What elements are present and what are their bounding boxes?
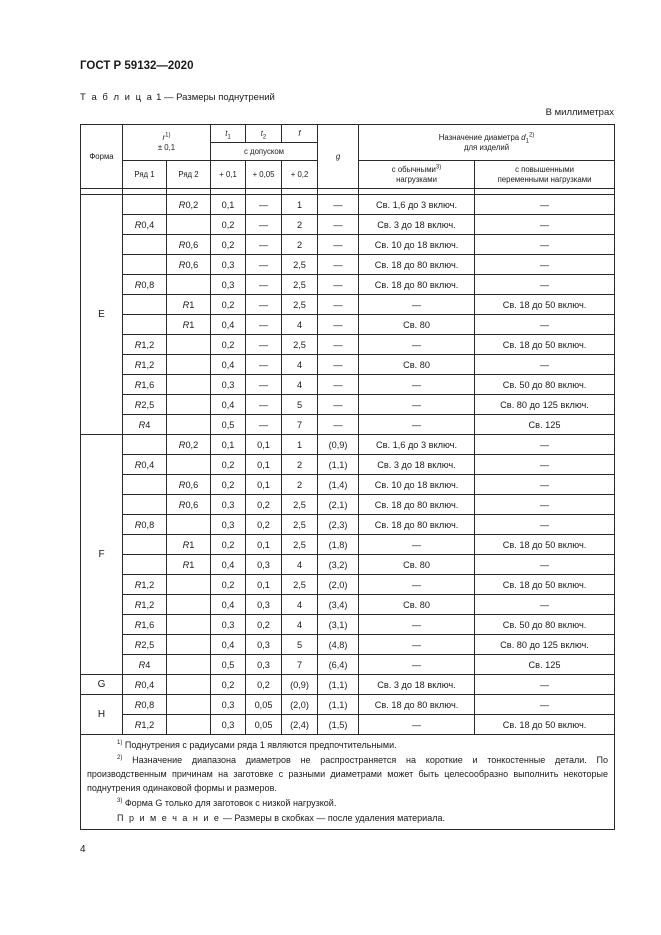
- f-cell: 2: [282, 455, 318, 475]
- radius-row2-cell: [167, 655, 211, 675]
- footnote-2: $^{2)}$ Назначение диапазона диаметров не распространяется на короткие и тонкостенные детали. По производственным причинам на заготовке с разными диаметрами может быть целесообразно выполнить некоторые поднутрения одинаковой формы и размеров.: [87, 755, 609, 793]
- increased-load-cell: —: [475, 315, 615, 335]
- table-caption: [80, 92, 275, 103]
- t2-cell: —: [246, 315, 282, 335]
- radius-row1-cell: R1,2: [123, 355, 167, 375]
- f-cell: 2,5: [282, 535, 318, 555]
- f-cell: 5: [282, 395, 318, 415]
- increased-load-cell: Св. 18 до 50 включ.: [475, 335, 615, 355]
- notes-cell: [81, 735, 615, 830]
- increased-load-cell: —: [475, 675, 615, 695]
- header-radius: [123, 125, 211, 161]
- f-cell: 2: [282, 215, 318, 235]
- radius-row1-cell: [123, 295, 167, 315]
- increased-load-cell: Св. 125: [475, 655, 615, 675]
- radius-row2-cell: [167, 335, 211, 355]
- f-cell: 2,5: [282, 255, 318, 275]
- table-row: [81, 335, 615, 355]
- t1-cell: 0,4: [211, 315, 246, 335]
- t2-cell: 0,1: [246, 575, 282, 595]
- f-cell: (0,9): [282, 675, 318, 695]
- t2-cell: —: [246, 275, 282, 295]
- g-cell: —: [318, 295, 359, 315]
- radius-row2-cell: [167, 215, 211, 235]
- radius-row1-cell: R0,8: [123, 515, 167, 535]
- header-increased-load: с повышенными переменными нагрузками: [475, 161, 615, 189]
- increased-load-cell: —: [475, 275, 615, 295]
- normal-load-cell: —: [359, 715, 475, 735]
- caption-text: 1 — Размеры поднутрений: [153, 92, 275, 103]
- increased-load-cell: Св. 80 до 125 включ.: [475, 395, 615, 415]
- normal-load-cell: Св. 10 до 18 включ.: [359, 475, 475, 495]
- t2-cell: 0,05: [246, 715, 282, 735]
- normal-load-cell: —: [359, 335, 475, 355]
- table-row: [81, 415, 615, 435]
- radius-row2-cell: [167, 695, 211, 715]
- increased-load-cell: —: [475, 475, 615, 495]
- normal-load-cell: —: [359, 375, 475, 395]
- increased-load-cell: Св. 18 до 50 включ.: [475, 295, 615, 315]
- table-row: [81, 655, 615, 675]
- g-cell: —: [318, 375, 359, 395]
- normal-load-cell: Св. 18 до 80 включ.: [359, 515, 475, 535]
- radius-row1-cell: R1,6: [123, 375, 167, 395]
- radius-row1-cell: [123, 195, 167, 215]
- radius-row1-cell: R2,5: [123, 635, 167, 655]
- header-radius-symbol: r: [162, 132, 166, 142]
- g-cell: —: [318, 215, 359, 235]
- radius-row2-cell: R1: [167, 315, 211, 335]
- radius-row2-cell: [167, 375, 211, 395]
- radius-row2-cell: [167, 515, 211, 535]
- t2-cell: 0,1: [246, 455, 282, 475]
- t2-cell: 0,2: [246, 675, 282, 695]
- form-cell: F: [81, 435, 123, 675]
- table-row: [81, 455, 615, 475]
- table-row: [81, 475, 615, 495]
- radius-row1-cell: [123, 555, 167, 575]
- table-remark: П р и м е ч а н и е — Размеры в скобках — после удаления материала.: [117, 813, 445, 823]
- document-header: ГОСТ Р 59132—2020: [80, 60, 194, 72]
- normal-load-cell: —: [359, 395, 475, 415]
- t1-cell: 0,2: [211, 335, 246, 355]
- f-cell: 2,5: [282, 495, 318, 515]
- t2-cell: 0,3: [246, 655, 282, 675]
- f-cell: 4: [282, 595, 318, 615]
- radius-row1-cell: [123, 535, 167, 555]
- increased-load-cell: —: [475, 195, 615, 215]
- increased-load-cell: Св. 125: [475, 415, 615, 435]
- header-normal-load: с обычными$^{3)}$ нагрузками: [359, 161, 475, 189]
- g-cell: (1,1): [318, 695, 359, 715]
- radius-row2-cell: [167, 415, 211, 435]
- t1-cell: 0,2: [211, 575, 246, 595]
- header-t1: $t_1$: [211, 125, 246, 143]
- normal-load-cell: Св. 3 до 18 включ.: [359, 215, 475, 235]
- t2-cell: 0,3: [246, 595, 282, 615]
- table-row: [81, 215, 615, 235]
- normal-load-cell: Св. 18 до 80 включ.: [359, 695, 475, 715]
- normal-load-cell: Св. 1,6 до 3 включ.: [359, 195, 475, 215]
- increased-load-cell: Св. 50 до 80 включ.: [475, 375, 615, 395]
- radius-row1-cell: [123, 235, 167, 255]
- t1-cell: 0,3: [211, 695, 246, 715]
- caption-word: Т а б л и ц а: [80, 92, 154, 103]
- radius-row2-cell: [167, 575, 211, 595]
- f-cell: 2: [282, 235, 318, 255]
- increased-load-cell: —: [475, 555, 615, 575]
- t2-cell: 0,1: [246, 475, 282, 495]
- t1-cell: 0,4: [211, 595, 246, 615]
- normal-load-cell: Св. 80: [359, 595, 475, 615]
- g-cell: (3,1): [318, 615, 359, 635]
- increased-load-cell: Св. 50 до 80 включ.: [475, 615, 615, 635]
- t1-cell: 0,4: [211, 395, 246, 415]
- table-footnotes: [81, 735, 615, 830]
- radius-row1-cell: [123, 475, 167, 495]
- g-cell: —: [318, 255, 359, 275]
- radius-row2-cell: [167, 595, 211, 615]
- t1-cell: 0,2: [211, 215, 246, 235]
- t1-cell: 0,5: [211, 415, 246, 435]
- g-cell: (0,9): [318, 435, 359, 455]
- f-cell: 4: [282, 615, 318, 635]
- t1-cell: 0,4: [211, 555, 246, 575]
- t1-cell: 0,2: [211, 475, 246, 495]
- page-number: 4: [80, 844, 86, 855]
- normal-load-cell: Св. 18 до 80 включ.: [359, 255, 475, 275]
- table-row: [81, 595, 615, 615]
- table-row: [81, 615, 615, 635]
- radius-row1-cell: R0,4: [123, 215, 167, 235]
- t1-cell: 0,2: [211, 295, 246, 315]
- t2-cell: 0,1: [246, 535, 282, 555]
- f-cell: (2,4): [282, 715, 318, 735]
- table-row: [81, 555, 615, 575]
- t1-cell: 0,2: [211, 675, 246, 695]
- t2-cell: —: [246, 235, 282, 255]
- radius-row2-cell: R0,2: [167, 435, 211, 455]
- t1-cell: 0,5: [211, 655, 246, 675]
- radius-row2-cell: R0,6: [167, 495, 211, 515]
- t1-cell: 0,3: [211, 515, 246, 535]
- t1-cell: 0,2: [211, 455, 246, 475]
- radius-row1-cell: R1,2: [123, 575, 167, 595]
- header-g: g: [318, 125, 359, 189]
- radius-row2-cell: [167, 615, 211, 635]
- header-t2: $t_2$: [246, 125, 282, 143]
- radius-row2-cell: [167, 395, 211, 415]
- radius-row2-cell: R0,2: [167, 195, 211, 215]
- radius-row2-cell: [167, 455, 211, 475]
- radius-row1-cell: R4: [123, 655, 167, 675]
- f-cell: 2,5: [282, 575, 318, 595]
- t1-cell: 0,3: [211, 615, 246, 635]
- f-cell: 4: [282, 355, 318, 375]
- g-cell: (2,1): [318, 495, 359, 515]
- radius-row2-cell: R1: [167, 555, 211, 575]
- radius-row2-cell: R1: [167, 295, 211, 315]
- radius-row1-cell: [123, 315, 167, 335]
- g-cell: (3,4): [318, 595, 359, 615]
- f-cell: 2,5: [282, 275, 318, 295]
- f-cell: 2,5: [282, 295, 318, 315]
- normal-load-cell: Св. 18 до 80 включ.: [359, 495, 475, 515]
- increased-load-cell: Св. 80 до 125 включ.: [475, 635, 615, 655]
- form-cell: H: [81, 695, 123, 735]
- normal-load-cell: Св. 1,6 до 3 включ.: [359, 435, 475, 455]
- normal-load-cell: Св. 80: [359, 555, 475, 575]
- f-cell: 2,5: [282, 335, 318, 355]
- header-tol-f: + 0,2: [282, 161, 318, 189]
- t2-cell: 0,2: [246, 495, 282, 515]
- radius-row2-cell: [167, 675, 211, 695]
- f-cell: 4: [282, 315, 318, 335]
- t2-cell: 0,05: [246, 695, 282, 715]
- increased-load-cell: —: [475, 695, 615, 715]
- radius-row1-cell: R0,4: [123, 675, 167, 695]
- g-cell: (1,8): [318, 535, 359, 555]
- g-cell: (4,8): [318, 635, 359, 655]
- t2-cell: —: [246, 335, 282, 355]
- t1-cell: 0,2: [211, 235, 246, 255]
- f-cell: (2,0): [282, 695, 318, 715]
- f-cell: 5: [282, 635, 318, 655]
- f-cell: 2,5: [282, 515, 318, 535]
- radius-row1-cell: [123, 255, 167, 275]
- radius-row2-cell: [167, 355, 211, 375]
- t1-cell: 0,3: [211, 715, 246, 735]
- table-row: [81, 295, 615, 315]
- increased-load-cell: Св. 18 до 50 включ.: [475, 575, 615, 595]
- units-note: В миллиметрах: [545, 107, 614, 118]
- g-cell: (2,3): [318, 515, 359, 535]
- g-cell: —: [318, 415, 359, 435]
- t2-cell: 0,2: [246, 515, 282, 535]
- footnote-3: $^{3)}$ Форма G только для заготовок с низкой нагрузкой.: [117, 798, 337, 808]
- table-row: [81, 515, 615, 535]
- radius-row1-cell: R0,4: [123, 455, 167, 475]
- normal-load-cell: —: [359, 295, 475, 315]
- header-tolerance-group: с допуском: [211, 143, 318, 161]
- normal-load-cell: —: [359, 575, 475, 595]
- t1-cell: 0,4: [211, 355, 246, 375]
- table-row: [81, 715, 615, 735]
- t2-cell: 0,3: [246, 635, 282, 655]
- f-cell: 2: [282, 475, 318, 495]
- t2-cell: —: [246, 255, 282, 275]
- table-row: [81, 535, 615, 555]
- normal-load-cell: Св. 3 до 18 включ.: [359, 455, 475, 475]
- increased-load-cell: —: [475, 435, 615, 455]
- normal-load-cell: —: [359, 415, 475, 435]
- radius-row2-cell: R0,6: [167, 235, 211, 255]
- g-cell: —: [318, 275, 359, 295]
- table-row: [81, 275, 615, 295]
- footnote-1: $^{1)}$ Поднутрения с радиусами ряда 1 являются предпочтительными.: [117, 740, 397, 750]
- increased-load-cell: —: [475, 455, 615, 475]
- radius-row2-cell: [167, 715, 211, 735]
- normal-load-cell: —: [359, 655, 475, 675]
- increased-load-cell: —: [475, 255, 615, 275]
- radius-row1-cell: R4: [123, 415, 167, 435]
- radius-row2-cell: R1: [167, 535, 211, 555]
- normal-load-cell: —: [359, 535, 475, 555]
- radius-row2-cell: [167, 275, 211, 295]
- radius-row1-cell: R1,6: [123, 615, 167, 635]
- g-cell: —: [318, 355, 359, 375]
- table-row: [81, 575, 615, 595]
- table-row: [81, 315, 615, 335]
- table-row: [81, 375, 615, 395]
- t1-cell: 0,3: [211, 495, 246, 515]
- radius-row1-cell: [123, 435, 167, 455]
- g-cell: —: [318, 395, 359, 415]
- t1-cell: 0,1: [211, 195, 246, 215]
- t1-cell: 0,3: [211, 375, 246, 395]
- t2-cell: 0,2: [246, 615, 282, 635]
- t1-cell: 0,4: [211, 635, 246, 655]
- increased-load-cell: —: [475, 515, 615, 535]
- header-tol-t2: + 0,05: [246, 161, 282, 189]
- table-row: [81, 495, 615, 515]
- radius-row1-cell: R2,5: [123, 395, 167, 415]
- g-cell: (2,0): [318, 575, 359, 595]
- radius-row2-cell: [167, 635, 211, 655]
- table-row: [81, 675, 615, 695]
- normal-load-cell: Св. 3 до 18 включ.: [359, 675, 475, 695]
- header-form: Форма: [81, 125, 123, 189]
- t2-cell: —: [246, 215, 282, 235]
- t2-cell: —: [246, 375, 282, 395]
- f-cell: 4: [282, 555, 318, 575]
- g-cell: —: [318, 195, 359, 215]
- table-header: [81, 125, 615, 195]
- header-row2: Ряд 2: [167, 161, 211, 189]
- normal-load-cell: Св. 80: [359, 355, 475, 375]
- t1-cell: 0,2: [211, 535, 246, 555]
- header-radius-tolerance: ± 0,1: [157, 142, 176, 152]
- g-cell: (6,4): [318, 655, 359, 675]
- increased-load-cell: —: [475, 355, 615, 375]
- g-cell: (1,1): [318, 675, 359, 695]
- radius-row1-cell: R0,8: [123, 695, 167, 715]
- increased-load-cell: Св. 18 до 50 включ.: [475, 715, 615, 735]
- f-cell: 4: [282, 375, 318, 395]
- radius-row1-cell: R1,2: [123, 595, 167, 615]
- increased-load-cell: Св. 18 до 50 включ.: [475, 535, 615, 555]
- table-row: [81, 435, 615, 455]
- t1-cell: 0,1: [211, 435, 246, 455]
- t2-cell: —: [246, 295, 282, 315]
- header-purpose: Назначение диаметра $d_1^{2)}$ для изделий: [359, 125, 615, 161]
- t2-cell: 0,3: [246, 555, 282, 575]
- radius-row2-cell: R0,6: [167, 255, 211, 275]
- g-cell: (1,4): [318, 475, 359, 495]
- header-radius-footnote: 1): [165, 132, 171, 139]
- table-row: [81, 635, 615, 655]
- radius-row1-cell: R1,2: [123, 715, 167, 735]
- table-row: [81, 395, 615, 415]
- increased-load-cell: —: [475, 215, 615, 235]
- g-cell: —: [318, 315, 359, 335]
- increased-load-cell: —: [475, 235, 615, 255]
- t2-cell: 0,1: [246, 435, 282, 455]
- t2-cell: —: [246, 415, 282, 435]
- t1-cell: 0,3: [211, 255, 246, 275]
- radius-row1-cell: [123, 495, 167, 515]
- g-cell: (3,2): [318, 555, 359, 575]
- f-cell: 7: [282, 655, 318, 675]
- radius-row2-cell: R0,6: [167, 475, 211, 495]
- t2-cell: —: [246, 395, 282, 415]
- table-row: [81, 235, 615, 255]
- f-cell: 1: [282, 435, 318, 455]
- normal-load-cell: —: [359, 635, 475, 655]
- form-cell: G: [81, 675, 123, 695]
- normal-load-cell: Св. 80: [359, 315, 475, 335]
- header-f: f: [282, 125, 318, 143]
- radius-row1-cell: R1,2: [123, 335, 167, 355]
- increased-load-cell: —: [475, 595, 615, 615]
- table-row: [81, 355, 615, 375]
- g-cell: —: [318, 335, 359, 355]
- table-row: [81, 195, 615, 215]
- g-cell: —: [318, 235, 359, 255]
- f-cell: 1: [282, 195, 318, 215]
- g-cell: (1,5): [318, 715, 359, 735]
- t2-cell: —: [246, 355, 282, 375]
- table-row: [81, 695, 615, 715]
- g-cell: (1,1): [318, 455, 359, 475]
- header-row1: Ряд 1: [123, 161, 167, 189]
- form-cell: E: [81, 195, 123, 435]
- t2-cell: —: [246, 195, 282, 215]
- undercut-table: [80, 124, 615, 830]
- normal-load-cell: —: [359, 615, 475, 635]
- f-cell: 7: [282, 415, 318, 435]
- table-body: [81, 195, 615, 735]
- radius-row1-cell: R0,8: [123, 275, 167, 295]
- increased-load-cell: —: [475, 495, 615, 515]
- header-tol-t1: + 0,1: [211, 161, 246, 189]
- t1-cell: 0,3: [211, 275, 246, 295]
- normal-load-cell: Св. 10 до 18 включ.: [359, 235, 475, 255]
- table-row: [81, 255, 615, 275]
- normal-load-cell: Св. 18 до 80 включ.: [359, 275, 475, 295]
